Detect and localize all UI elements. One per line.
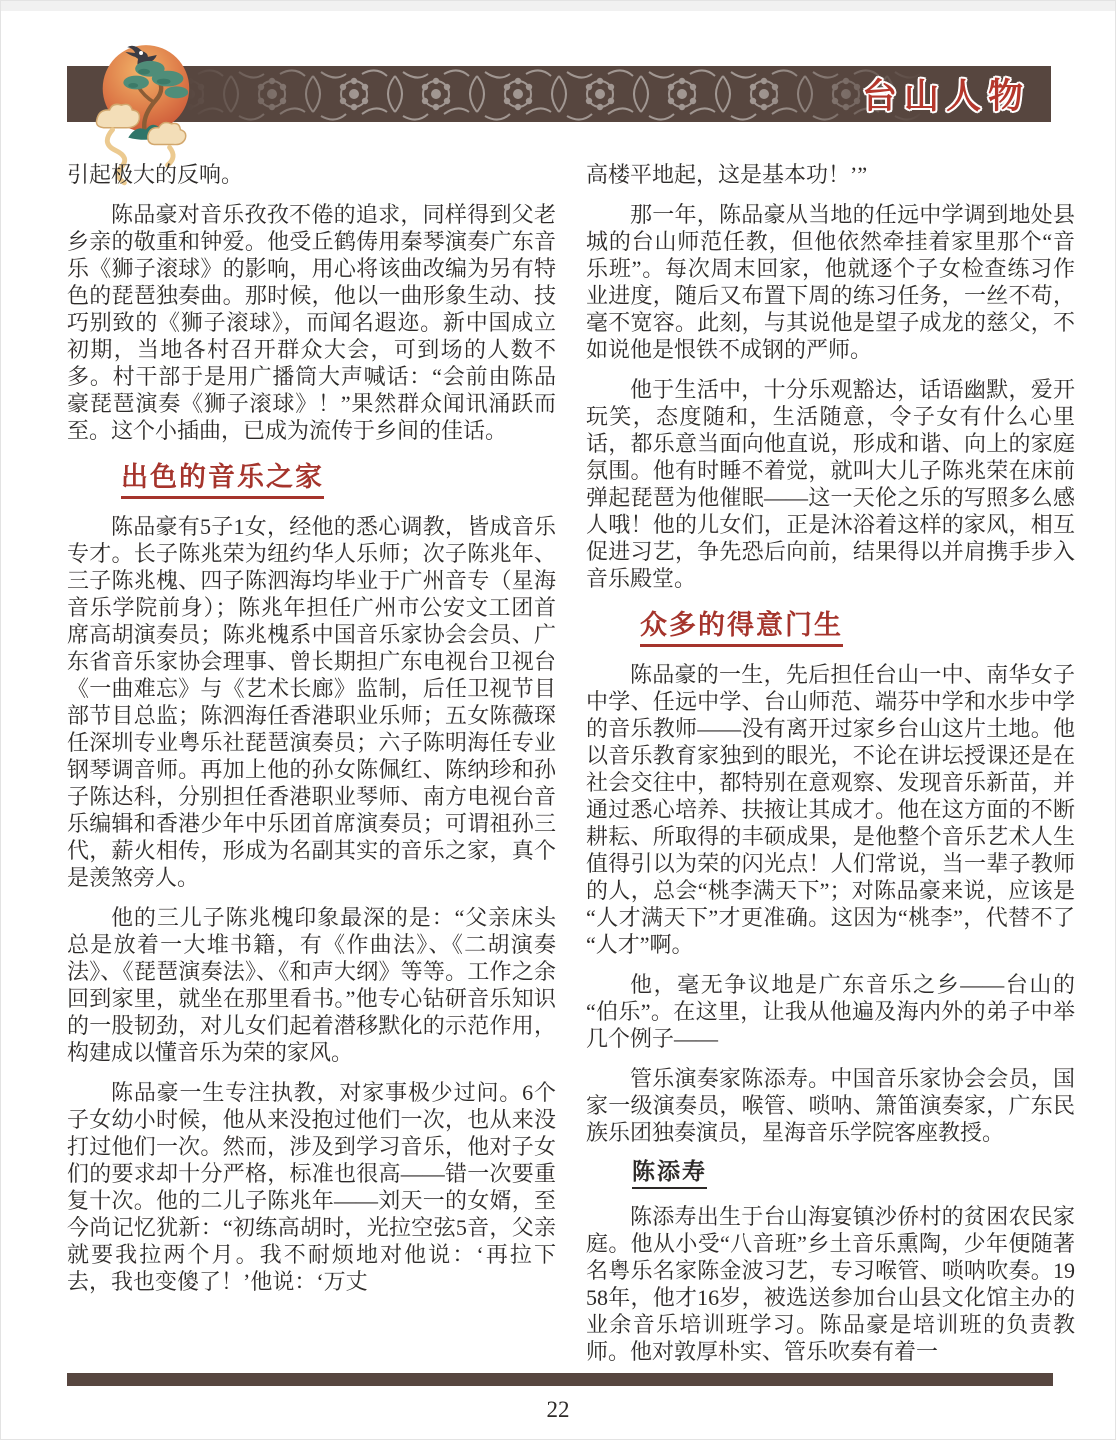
left-column	[67, 161, 556, 1366]
paragraph: 他于生活中，十分乐观豁达，话语幽默，爱开玩笑，态度随和，生活随意，令子女有什么心里话，都乐意当面向他直说，形成和谐、向上的家庭氛围。他有时睡不着觉，就叫大儿子陈兆荣在床前弹起琵琶为他催眠——这一天伦之乐的写照多么感人哦！他的儿女们，正是沐浴着这样的家风，相互促进习艺，争先恐后向前，结果得以并肩携手步入音乐殿堂。	[586, 377, 1075, 591]
paragraph: 陈品豪有5子1女，经他的悉心调教，皆成音乐专才。长子陈兆荣为纽约华人乐师；次子陈兆年、三子陈兆槐、四子陈泗海均毕业于广州音专（星海音乐学院前身）；陈兆年担任广州市公安文工团首席高胡演奏员；陈兆槐系中国音乐家协会会员、广东省音乐家协会理事、曾长期担广东电视台卫视台《一曲难忘》与《艺术长廊》监制，后任卫视节目部节目总监；陈泗海任香港职业乐师；五女陈薇琛任深圳专业粤乐社琵琶演奏员；六子陈明海任专业钢琴调音师。再加上他的孙女陈佩红、陈纳珍和孙子陈达科，分别担任香港职业琴师、南方电视台音乐编辑和香港少年中乐团首席演奏员；可谓祖孙三代，薪火相传，形成为名副其实的音乐之家，真个是羡煞旁人。	[67, 514, 556, 891]
section-heading-text: 出色的音乐之家	[121, 462, 324, 499]
footer-rule	[67, 1373, 1053, 1386]
paragraph: 引起极大的反响。	[67, 162, 244, 187]
section-heading-music-family	[67, 462, 556, 499]
section-heading-text: 众多的得意门生	[640, 610, 843, 647]
paragraph: 陈品豪对音乐孜孜不倦的追求，同样得到父老乡亲的敬重和钟爱。他受丘鹤俦用秦琴演奏广东音乐《狮子滚球》的影响，用心将该曲改编为另有特色的琵琶独奏曲。那时候，他以一曲形象生动、技巧别致的《狮子滚球》，而闻名遐迩。新中国成立初期，当地各村召开群众大会，可到场的人数不多。村干部于是用广播筒大声喊话：“会前由陈品豪琵琶演奏《狮子滚球》！”果然群众闻讯涌跃而至。这个小插曲，已成为流传于乡间的佳话。	[67, 202, 556, 443]
paragraph: 他，毫无争议地是广东音乐之乡——台山的“伯乐”。在这里，让我从他遍及海内外的弟子中举几个例子——	[586, 972, 1075, 1052]
paragraph: 陈添寿出生于台山海宴镇沙侨村的贫困农民家庭。他从小受“八音班”乡土音乐熏陶，少年便随著名粤乐名家陈金波习艺，专习喉管、唢呐吹奏。1958年，他才16岁，被选送参加台山县文化馆主办的业余音乐培训班学习。陈品豪是培训班的负责教师。他对敦厚朴实、管乐吹奏有着一	[586, 1204, 1075, 1365]
page-top-edge	[1, 1, 1115, 11]
paragraph: 他的三儿子陈兆槐印象最深的是：“父亲床头总是放着一大堆书籍，有《作曲法》、《二胡演奏法》、《琵琶演奏法》、《和声大纲》等等。工作之余回到家里，就坐在那里看书。”他专心钻研音乐知识的一股韧劲，对儿女们起着潜移默化的示范作用，构建成以懂音乐为荣的家风。	[67, 905, 556, 1066]
sub-heading-text: 陈添寿	[632, 1159, 707, 1189]
paragraph: 管乐演奏家陈添寿。中国音乐家协会会员，国家一级演奏员，喉管、唢呐、箫笛演奏家，广东民族乐团独奏演员，星海音乐学院客座教授。	[586, 1066, 1075, 1146]
paragraph: 那一年，陈品豪从当地的任远中学调到地处县城的台山师范任教，但他依然牵挂着家里那个“音乐班”。每次周末回家，他就逐个子女检查练习作业进度，随后又布置下周的练习任务，一丝不苟，毫不宽容。此刻，与其说他是望子成龙的慈父，不如说他是恨铁不成钢的严师。	[586, 202, 1075, 362]
sub-heading-chen-tianshou	[586, 1159, 1075, 1189]
section-badge-title: 台山人物	[861, 77, 1030, 116]
article-body	[67, 161, 1075, 1366]
paragraph: 陈品豪一生专注执教，对家事极少过问。6个子女幼小时候，他从来没抱过他们一次，也从来没打过他们一次。然而，涉及到学习音乐，他对子女们的要求却十分严格，标准也很高——错一次要重复十次。他的二儿子陈兆年——刘天一的女婿，至今尚记忆犹新：“初练高胡时，光拉空弦5音，父亲就要我拉两个月。我不耐烦地对他说：‘再拉下去，我也变傻了！’他说：‘万丈	[67, 1080, 556, 1295]
header-ornament-band	[67, 66, 1051, 122]
paragraph: 高楼平地起，这是基本功！’”	[586, 162, 868, 187]
right-column	[586, 161, 1075, 1366]
section-heading-students	[586, 610, 1075, 647]
paragraph: 陈品豪的一生，先后担任台山一中、南华女子中学、任远中学、台山师范、端芬中学和水步中学的音乐教师——没有离开过家乡台山这片土地。他以音乐教育家独到的眼光，不论在讲坛授课还是在社会交往中，都特别在意观察、发现音乐新苗，并通过悉心培养、扶掖让其成才。他在这方面的不断耕耘、所取得的丰硕成果，是他整个音乐艺术人生值得引以为荣的闪光点！人们常说，当一辈子教师的人，总会“桃李满天下”；对陈品豪来说，应该是“人才满天下”才更准确。这因为“桃李”，代替不了“人才”啊。	[586, 662, 1075, 958]
page-number: 22	[546, 1397, 570, 1422]
